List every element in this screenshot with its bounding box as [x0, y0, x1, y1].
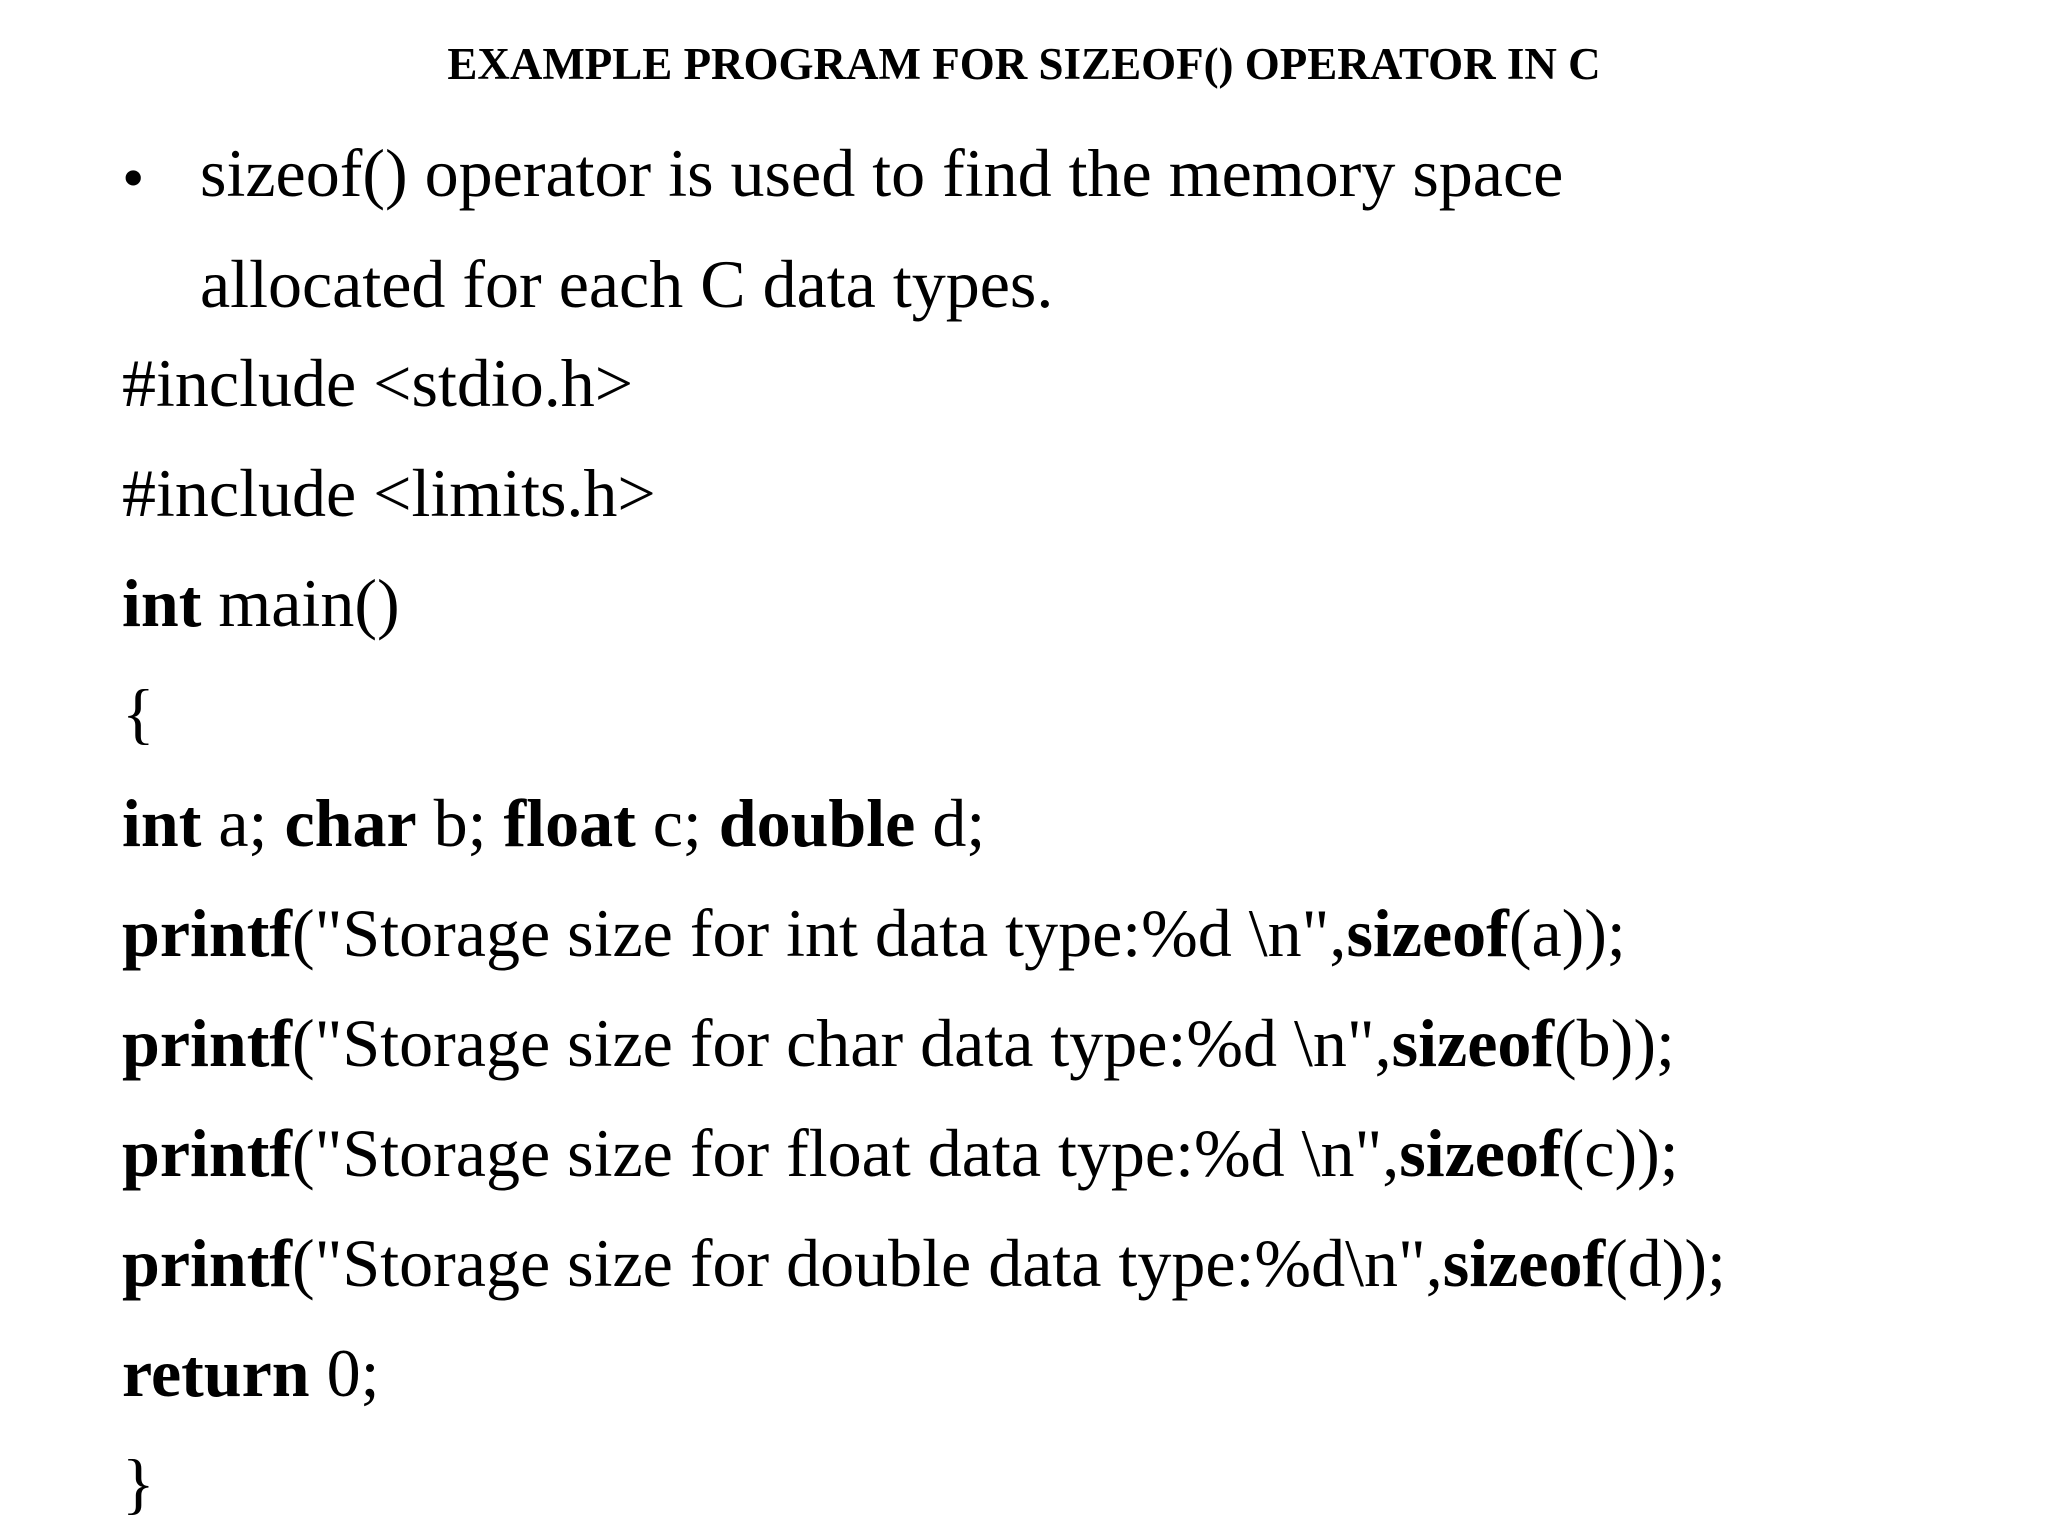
sizeof-arg-d: (d));: [1605, 1225, 1726, 1301]
keyword-sizeof: sizeof: [1391, 1005, 1555, 1081]
keyword-printf: printf: [122, 1005, 292, 1081]
printf-float-string: ("Storage size for float data type:%d \n",: [292, 1115, 1400, 1191]
keyword-printf: printf: [122, 1225, 292, 1301]
code-line-printf-int: [122, 878, 2002, 988]
var-b: b;: [416, 785, 504, 861]
code-listing: [122, 328, 2002, 1538]
bullet-text: [200, 118, 1900, 340]
bullet-dot-icon: •: [122, 142, 145, 213]
keyword-sizeof: sizeof: [1399, 1115, 1562, 1191]
code-line-printf-float: [122, 1098, 2002, 1208]
var-c: c;: [635, 785, 719, 861]
keyword-sizeof: sizeof: [1346, 895, 1509, 971]
sizeof-arg-c: (c));: [1561, 1115, 1679, 1191]
sizeof-arg-b: (b));: [1554, 1005, 1675, 1081]
var-d: d;: [915, 785, 986, 861]
printf-int-string: ("Storage size for int data type:%d \n",: [292, 895, 1347, 971]
code-line-close-brace: }: [122, 1445, 155, 1521]
code-line-main: [122, 548, 2002, 658]
code-line-include-stdio: #include <stdio.h>: [122, 345, 634, 421]
slide-title: EXAMPLE PROGRAM FOR SIZEOF() OPERATOR IN C: [447, 39, 1601, 89]
printf-char-string: ("Storage size for char data type:%d \n",: [292, 1005, 1392, 1081]
keyword-char: char: [284, 785, 417, 861]
var-a: a;: [201, 785, 285, 861]
keyword-int: int: [122, 565, 202, 641]
keyword-float: float: [503, 785, 636, 861]
keyword-printf: printf: [122, 895, 292, 971]
keyword-int: int: [122, 785, 202, 861]
bullet-line-1: sizeof() operator is used to find the memory space: [200, 135, 1564, 211]
keyword-printf: printf: [122, 1115, 292, 1191]
code-line-printf-double: [122, 1208, 2002, 1318]
code-line-include-limits: #include <limits.h>: [122, 455, 656, 531]
code-line-declarations: [122, 768, 2002, 878]
code-line-printf-char: [122, 988, 2002, 1098]
return-value: 0;: [309, 1335, 380, 1411]
keyword-return: return: [122, 1335, 310, 1411]
keyword-sizeof: sizeof: [1442, 1225, 1606, 1301]
keyword-double: double: [718, 785, 916, 861]
code-line-return: [122, 1318, 2002, 1428]
printf-double-string: ("Storage size for double data type:%d\n",: [292, 1225, 1443, 1301]
main-signature: main(): [201, 565, 400, 641]
sizeof-arg-a: (a));: [1508, 895, 1626, 971]
code-line-open-brace: {: [122, 675, 155, 751]
bullet-line-2: allocated for each C data types.: [200, 246, 1054, 322]
